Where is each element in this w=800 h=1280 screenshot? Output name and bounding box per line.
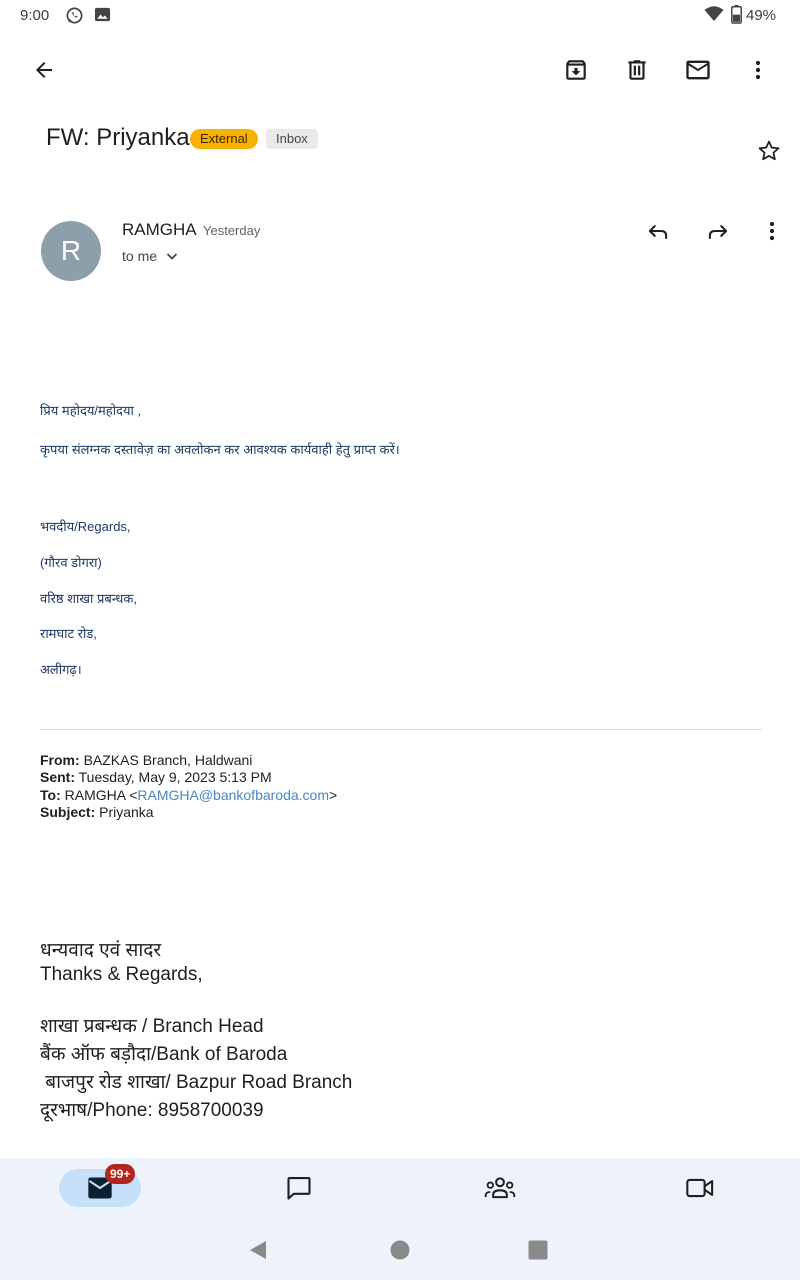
- battery-icon: [731, 5, 742, 29]
- chat-icon[interactable]: [282, 1171, 316, 1205]
- sender-name: RAMGHA: [122, 220, 197, 239]
- forward-divider: [40, 729, 762, 730]
- mail-unread-badge: 99+: [105, 1164, 135, 1184]
- recipient-label: to me: [122, 248, 158, 264]
- signature-thanks-english: Thanks & Regards,: [40, 964, 203, 985]
- signature-title: शाखा प्रबन्धक / Branch Head: [40, 1016, 264, 1037]
- body-signer-name: (गौरव डोगरा): [40, 555, 102, 570]
- forward-icon[interactable]: [700, 213, 736, 249]
- reply-icon[interactable]: [640, 213, 676, 249]
- body-city: अलीगढ़।: [40, 662, 82, 677]
- forwarded-header: [40, 752, 337, 821]
- inbox-label-badge[interactable]: Inbox: [266, 129, 318, 149]
- star-icon[interactable]: [752, 134, 786, 168]
- whatsapp-icon: [65, 6, 84, 30]
- status-bar: [0, 0, 800, 32]
- mark-unread-icon[interactable]: [680, 52, 716, 88]
- more-vert-icon[interactable]: [740, 52, 776, 88]
- chevron-down-icon: [165, 249, 179, 263]
- email-subject: FW: Priyanka: [46, 124, 190, 151]
- forwarded-to: To: RAMGHA <RAMGHA@bankofbaroda.com>: [40, 786, 338, 803]
- system-recents-icon[interactable]: [524, 1236, 552, 1264]
- message-more-vert-icon[interactable]: [754, 213, 790, 249]
- signature-thanks-hindi: धन्यवाद एवं सादर: [40, 940, 162, 961]
- external-label-badge: External: [190, 129, 258, 149]
- signature-branch: बाजपुर रोड शाखा/ Bazpur Road Branch: [40, 1072, 353, 1093]
- spaces-icon[interactable]: [481, 1171, 519, 1205]
- body-branch: रामघाट रोड,: [40, 626, 97, 641]
- forwarded-sent: Sent: Tuesday, May 9, 2023 5:13 PM: [40, 769, 272, 786]
- recipient-details-toggle[interactable]: [122, 248, 179, 264]
- forwarded-to-email-link[interactable]: RAMGHA@bankofbaroda.com: [137, 786, 329, 803]
- body-designation: वरिष्ठ शाखा प्रबन्धक,: [40, 591, 138, 606]
- body-regards: भवदीय/Regards,: [40, 519, 131, 534]
- system-back-icon[interactable]: [244, 1236, 272, 1264]
- gallery-icon: [94, 6, 111, 28]
- meet-icon[interactable]: [682, 1171, 718, 1205]
- archive-icon[interactable]: [558, 52, 594, 88]
- body-salutation: प्रिय महोदय/महोदया ,: [40, 403, 142, 418]
- back-arrow-icon[interactable]: [26, 52, 62, 88]
- delete-icon[interactable]: [619, 52, 655, 88]
- sent-time: Yesterday: [203, 223, 261, 238]
- forwarded-from: From: BAZKAS Branch, Haldwani: [40, 752, 253, 768]
- battery-percentage: 49%: [746, 7, 777, 24]
- signature-bank: बैंक ऑफ बड़ौदा/Bank of Baroda: [40, 1044, 288, 1065]
- wifi-icon: [704, 5, 724, 28]
- body-message: कृपया संलग्नक दस्तावेज़ का अवलोकन कर आवश्यक कार्यवाही हेतु प्राप्त करें।: [40, 442, 400, 457]
- forwarded-subject: Subject: Priyanka: [40, 803, 154, 820]
- signature-phone: दूरभाष/Phone: 8958700039: [40, 1100, 264, 1121]
- system-home-icon[interactable]: [386, 1236, 414, 1264]
- status-time: 9:00: [20, 7, 50, 24]
- sender-avatar[interactable]: R: [41, 221, 101, 281]
